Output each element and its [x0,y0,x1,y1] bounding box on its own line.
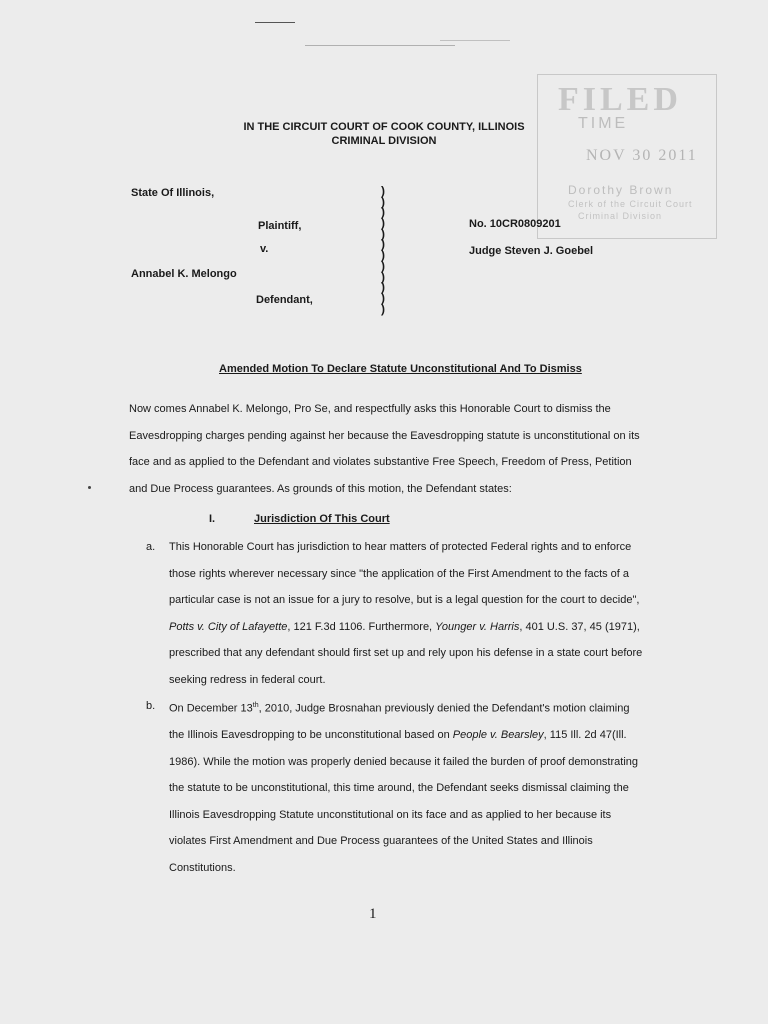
defendant-name: Annabel K. Melongo [131,268,237,280]
court-name: IN THE CIRCUIT COURT OF COOK COUNTY, ILLINOIS [243,121,525,133]
case-citation: Potts v. City of Lafayette [169,620,288,633]
stamp-filed: FILED [558,81,682,118]
caption-parentheses [381,186,385,314]
paren: ) [381,205,385,220]
citation-text: , 121 F.3d 1106. Furthermore, [287,620,436,633]
paren: ) [381,248,385,263]
item-a-line [169,614,642,641]
defendant-role: Defendant, [256,294,313,306]
page-number: 1 [369,906,377,922]
case-citation: People v. Bearsley [452,729,544,742]
paren: ) [381,237,385,252]
item-a-line: This Honorable Court has jurisdiction to hear matters of protected Federal rights and to enforce [169,541,632,553]
item-b-label: b. [146,700,156,712]
stamp-division: Criminal Division [578,211,663,221]
paren: ) [381,290,385,305]
item-b-line: violates First Amendment and Due Process guarantees of the United States and Illinois [169,835,593,848]
item-b-line: the statute to be unconstitutional, this time around, the Defendant seeks dismissal claiming the [169,782,629,795]
intro-line: and Due Process guarantees. As grounds of this motion, the Defendant states: [129,482,512,495]
item-a-text [169,534,642,693]
stamp-date: NOV 30 2011 [586,147,698,164]
scan-artifact [440,40,510,41]
plaintiff-role: Plaintiff, [258,220,302,232]
scan-dot [88,486,91,489]
intro-line: Eavesdropping charges pending against her because the Eavesdropping statute is unconstitutional on its [129,429,640,442]
paren: ) [381,258,385,273]
paren: ) [381,301,385,316]
paren: ) [381,216,385,231]
item-a-line: seeking redress in federal court. [169,673,326,686]
item-b-text-end: , 115 Ill. 2d 47(Ill. [543,729,627,742]
scan-artifact [255,22,295,23]
item-a-line: prescribed that any defendant should first set up and rely upon his defense in a state court before [169,647,643,659]
intro-line: Now comes Annabel K. Melongo, Pro Se, and respectfully asks this Honorable Court to dismiss the [129,403,611,415]
item-b-text-start: the Illinois Eavesdropping to be unconstitutional based on [169,729,453,742]
item-a-line: particular case is not an issue for a jury to resolve, but is a legal question for the court to decide", [169,594,640,606]
paren: ) [381,184,385,198]
citation-text: , 401 U.S. 37, 45 (1971), [519,620,640,633]
section-heading: Jurisdiction Of This Court [254,513,390,525]
ordinal-suffix: th [252,702,259,709]
item-a-line: those rights wherever necessary since "the application of the First Amendment to the facts of a [169,567,630,580]
versus: v. [260,243,269,255]
scan-artifact [305,45,455,46]
paren: ) [381,226,385,241]
item-a-label: a. [146,541,156,553]
case-number: No. 10CR0809201 [469,218,561,230]
stamp-clerk: Dorothy Brown [568,183,674,197]
stamp-time: TIME [578,115,629,132]
item-b-line: 1986). While the motion was properly denied because it failed the burden of proof demonstrating [169,755,639,768]
paren: ) [381,280,385,295]
filed-stamp [537,74,717,239]
case-citation: Younger v. Harris [435,620,520,633]
item-b-line: Illinois Eavesdropping Statute unconstitutional on its face and as applied to her because its [169,808,612,821]
motion-title: Amended Motion To Declare Statute Unconstitutional And To Dismiss [219,363,582,375]
item-b-line: Constitutions. [169,861,236,874]
intro-line: face and as applied to the Defendant and violates substantive Free Speech, Freedom of Press, Petition [129,456,632,468]
section-number: I. [209,513,216,525]
judge-name: Judge Steven J. Goebel [469,245,594,257]
item-b-text-end: , 2010, Judge Brosnahan previously denied the Defendant's motion claiming [258,702,630,715]
item-b-line [169,722,638,749]
plaintiff-name: State Of Illinois, [131,187,215,199]
intro-paragraph [129,396,640,502]
stamp-clerk-title: Clerk of the Circuit Court [568,199,693,209]
item-b-text-start: On December 13 [169,702,253,715]
paren: ) [381,194,385,209]
item-b-line [169,693,638,722]
paren: ) [381,269,385,284]
court-division: CRIMINAL DIVISION [331,135,437,147]
item-b-text [169,693,638,881]
